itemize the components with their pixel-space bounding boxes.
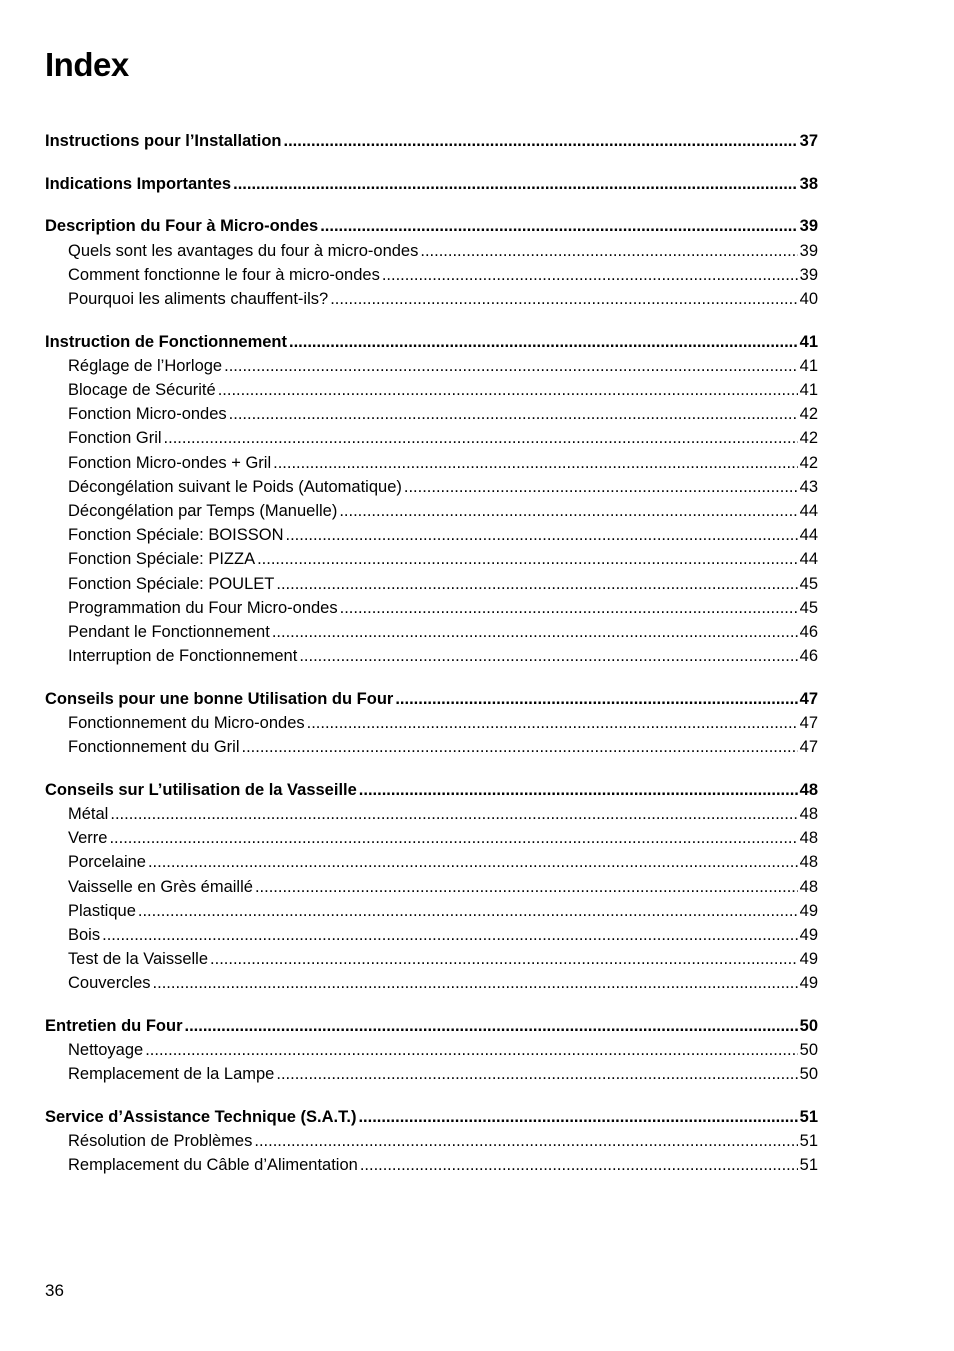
dot-leader [360,1153,798,1177]
toc-entry-page: 44 [799,526,818,545]
toc-entry-label: Vaisselle en Grès émaillé [68,877,253,896]
toc-entry-page: 44 [799,501,818,520]
toc-section [45,1105,818,1178]
toc-entry-page: 37 [799,132,818,150]
toc-entry-label: Remplacement du Câble d’Alimentation [68,1156,358,1175]
dot-leader [148,850,798,874]
toc-entry[interactable] [45,572,818,596]
dot-leader [218,378,798,402]
dot-leader [153,971,798,995]
toc-entry[interactable] [45,1153,818,1177]
toc-entry-label: Réglage de l’Horloge [68,356,223,375]
toc-section-heading[interactable] [45,172,818,196]
toc-entry-page: 46 [799,622,818,641]
toc-entry[interactable] [45,923,818,947]
toc-section-heading[interactable] [45,687,818,711]
dot-leader [164,426,798,450]
toc-section [45,778,818,996]
dot-leader [138,899,798,923]
toc-entry-page: 41 [799,356,818,375]
table-of-contents [45,129,818,1196]
toc-entry-label: Nettoyage [68,1041,144,1060]
toc-entry-page: 42 [799,453,818,472]
dot-leader [145,1038,797,1062]
toc-entry-page: 42 [799,429,818,448]
dot-leader [404,475,798,499]
toc-entry-label: Couvercles [68,974,151,993]
toc-entry[interactable] [45,971,818,995]
toc-entry-label: Fonction Spéciale: POULET [68,574,275,593]
toc-entry-label: Test de la Vaisselle [68,950,209,969]
toc-entry[interactable] [45,802,818,826]
toc-entry[interactable] [45,875,818,899]
dot-leader [110,802,797,826]
toc-entry[interactable] [45,1062,818,1086]
toc-entry[interactable] [45,378,818,402]
toc-section-heading[interactable] [45,214,818,238]
toc-entry-label: Fonctionnement du Micro-ondes [68,713,305,732]
toc-entry[interactable] [45,263,818,287]
dot-leader [395,687,797,711]
toc-entry-label: Interruption de Fonctionnement [68,647,298,666]
dot-leader [340,596,798,620]
toc-entry[interactable] [45,596,818,620]
toc-entry-page: 51 [799,1156,818,1175]
toc-entry-label: Fonction Gril [68,429,162,448]
dot-leader [339,499,797,523]
toc-entry-label: Instruction de Fonctionnement [45,332,287,351]
toc-entry[interactable] [45,1129,818,1153]
dot-leader [229,402,798,426]
toc-entry[interactable] [45,426,818,450]
toc-entry-label: Plastique [68,901,136,920]
toc-entry-label: Conseils pour une bonne Utilisation du Four [45,689,394,708]
toc-entry-page: 47 [799,738,818,757]
dot-leader [276,1062,797,1086]
toc-entry[interactable] [45,475,818,499]
toc-entry-page: 49 [799,974,818,993]
toc-entry-label: Pendant le Fonctionnement [68,622,270,641]
toc-entry[interactable] [45,711,818,735]
dot-leader [358,1105,797,1129]
dot-leader [109,826,797,850]
toc-entry-page: 48 [799,877,818,896]
toc-entry-page: 45 [799,574,818,593]
toc-entry-label: Fonction Spéciale: BOISSON [68,526,284,545]
dot-leader [233,172,798,196]
dot-leader [330,287,797,311]
toc-entry-label: Verre [68,829,108,848]
toc-section [45,330,818,669]
toc-entry-page: 50 [799,1017,818,1035]
toc-entry[interactable] [45,899,818,923]
dot-leader [276,572,797,596]
toc-section [45,172,818,196]
toc-entry[interactable] [45,239,818,263]
toc-entry-label: Description du Four à Micro-ondes [45,217,319,236]
toc-entry-label: Fonction Micro-ondes [68,405,227,424]
toc-entry-label: Remplacement de la Lampe [68,1065,275,1084]
dot-leader [242,735,798,759]
toc-entry-page: 47 [799,689,818,708]
toc-entry-page: 45 [799,598,818,617]
toc-entry-label: Fonction Spéciale: PIZZA [68,550,256,569]
toc-entry-label: Programmation du Four Micro-ondes [68,598,338,617]
dot-leader [299,644,797,668]
toc-entry-page: 50 [799,1041,818,1060]
toc-entry-label: Fonctionnement du Gril [68,738,240,757]
toc-entry-page: 40 [799,289,818,308]
toc-entry-label: Décongélation par Temps (Manuelle) [68,501,338,520]
toc-entry-label: Instructions pour l’Installation [45,132,282,150]
toc-entry-page: 49 [799,901,818,920]
toc-entry[interactable] [45,947,818,971]
toc-entry-label: Indications Importantes [45,174,232,193]
toc-entry[interactable] [45,735,818,759]
page-number: 36 [45,1281,64,1300]
toc-entry-page: 48 [799,829,818,848]
dot-leader [286,523,798,547]
dot-leader [102,923,798,947]
toc-entry[interactable] [45,1038,818,1062]
toc-section [45,214,818,311]
toc-entry-page: 43 [799,477,818,496]
toc-section [45,687,818,760]
toc-entry-page: 49 [799,925,818,944]
toc-entry-page: 39 [799,241,818,260]
page-title: Index [45,46,129,83]
dot-leader [210,947,798,971]
toc-section-heading[interactable] [45,1105,818,1129]
toc-entry-label: Résolution de Problèmes [68,1132,253,1151]
toc-section-heading[interactable] [45,330,818,354]
dot-leader [272,620,798,644]
toc-entry-label: Comment fonctionne le four à micro-ondes [68,265,380,284]
toc-entry-page: 38 [799,174,818,193]
toc-entry[interactable] [45,547,818,571]
toc-entry[interactable] [45,826,818,850]
dot-leader [289,330,798,354]
toc-entry[interactable] [45,402,818,426]
toc-entry-page: 49 [799,950,818,969]
toc-entry-label: Service d’Assistance Technique (S.A.T.) [45,1108,357,1127]
toc-entry-page: 39 [799,265,818,284]
dot-leader [257,547,798,571]
toc-entry[interactable] [45,354,818,378]
toc-entry[interactable] [45,451,818,475]
toc-entry-page: 48 [799,853,818,872]
toc-entry[interactable] [45,644,818,668]
dot-leader [320,214,797,238]
toc-entry-label: Bois [68,925,101,944]
dot-leader [307,711,798,735]
toc-entry-page: 47 [799,713,818,732]
dot-leader [382,263,798,287]
toc-entry-page: 51 [799,1108,818,1127]
toc-section [45,129,818,153]
toc-entry[interactable] [45,850,818,874]
toc-entry-label: Métal [68,805,109,823]
dot-leader [284,129,798,153]
toc-section-heading[interactable] [45,129,818,153]
toc-entry-page: 51 [799,1132,818,1151]
dot-leader [273,451,798,475]
toc-entry-label: Pourquoi les aliments chauffent-ils? [68,289,329,308]
toc-entry-page: 48 [799,780,818,799]
toc-entry[interactable] [45,287,818,311]
toc-entry-label: Entretien du Four [45,1017,183,1035]
toc-entry[interactable] [45,499,818,523]
toc-section-heading[interactable] [45,778,818,802]
toc-entry[interactable] [45,620,818,644]
dot-leader [254,1129,797,1153]
toc-section [45,1014,818,1087]
dot-leader [185,1014,798,1038]
toc-entry-page: 48 [799,805,818,823]
dot-leader [420,239,797,263]
toc-entry-page: 42 [799,405,818,424]
dot-leader [255,875,798,899]
toc-entry[interactable] [45,523,818,547]
toc-entry-page: 41 [799,332,818,351]
toc-entry-page: 41 [799,381,818,399]
toc-entry-label: Décongélation suivant le Poids (Automatique) [68,477,402,496]
toc-entry-page: 46 [799,647,818,666]
toc-entry-label: Fonction Micro-ondes + Gril [68,453,272,472]
toc-entry-page: 39 [799,217,818,236]
dot-leader [224,354,798,378]
toc-entry-page: 50 [799,1065,818,1084]
toc-entry-label: Porcelaine [68,853,146,872]
toc-entry-label: Quels sont les avantages du four à micro-ondes [68,241,419,260]
dot-leader [359,778,798,802]
toc-entry-label: Conseils sur L’utilisation de la Vasseille [45,780,357,799]
toc-section-heading[interactable] [45,1014,818,1038]
toc-entry-page: 44 [799,550,818,569]
toc-entry-label: Blocage de Sécurité [68,381,216,399]
